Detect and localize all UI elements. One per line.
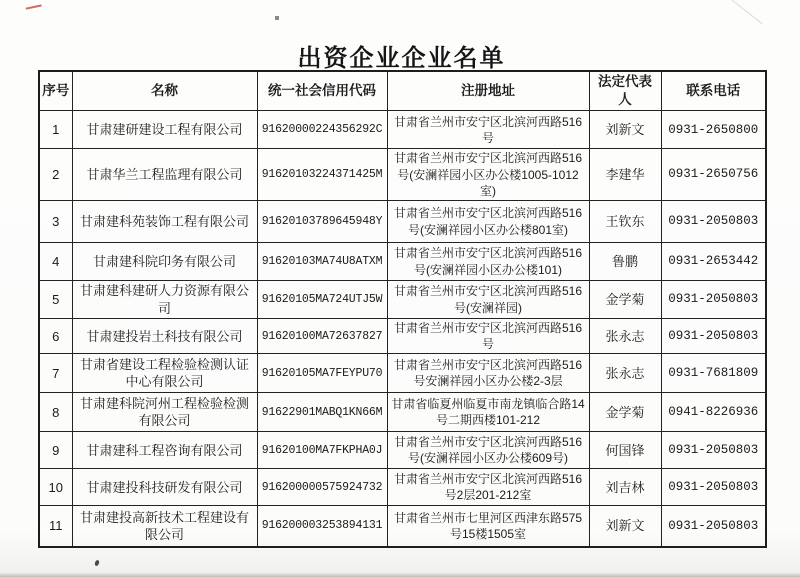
cell-no: 3 xyxy=(39,201,72,243)
table-row xyxy=(39,432,766,469)
cell-legal-rep: 王钦东 xyxy=(589,201,661,243)
cell-phone: 0931-2050803 xyxy=(661,201,766,243)
cell-legal-rep: 刘新文 xyxy=(589,111,661,149)
header-address: 注册地址 xyxy=(387,71,589,111)
companies-table xyxy=(38,70,767,548)
cell-address: 甘肃省兰州市七里河区西津东路575号15楼1505室 xyxy=(387,506,589,547)
cell-phone: 0931-2050803 xyxy=(661,319,766,354)
cell-code: 91620103224371425M xyxy=(257,149,387,201)
cell-legal-rep: 刘新文 xyxy=(589,506,661,547)
cell-code: 916200000575924732 xyxy=(257,469,387,506)
cell-phone: 0931-2050803 xyxy=(661,432,766,469)
cell-name: 甘肃建投科技研发有限公司 xyxy=(72,469,257,506)
cell-phone: 0931-2050803 xyxy=(661,281,766,319)
scan-edge-shadow xyxy=(0,573,800,577)
cell-code: 91622901MABQ1KN66M xyxy=(257,393,387,432)
cell-address: 甘肃省兰州市安宁区北滨河西路516号 xyxy=(387,319,589,354)
cell-name: 甘肃建投高新技术工程建设有限公司 xyxy=(72,506,257,547)
scan-crease xyxy=(707,0,763,24)
header-no: 序号 xyxy=(39,71,72,111)
header-phone: 联系电话 xyxy=(661,71,766,111)
table-row xyxy=(39,469,766,506)
table-row xyxy=(39,149,766,201)
table-row xyxy=(39,201,766,243)
cell-code: 91620000224356292C xyxy=(257,111,387,149)
cell-name: 甘肃建研建设工程有限公司 xyxy=(72,111,257,149)
cell-name: 甘肃建科建研人力资源有限公司 xyxy=(72,281,257,319)
cell-no: 2 xyxy=(39,149,72,201)
cell-name: 甘肃华兰工程监理有限公司 xyxy=(72,149,257,201)
cell-code: 91620105MA7FEYPU70 xyxy=(257,354,387,393)
cell-no: 7 xyxy=(39,354,72,393)
cell-legal-rep: 鲁鹏 xyxy=(589,243,661,281)
cell-legal-rep: 李建华 xyxy=(589,149,661,201)
cell-name: 甘肃建科工程咨询有限公司 xyxy=(72,432,257,469)
cell-code: 91620100MA72637827 xyxy=(257,319,387,354)
table-row xyxy=(39,281,766,319)
cell-code: 916200003253894131 xyxy=(257,506,387,547)
red-pen-mark xyxy=(26,4,43,12)
cell-address: 甘肃省兰州市安宁区北滨河西路516号(安澜祥园小区办公楼801室) xyxy=(387,201,589,243)
cell-phone: 0931-2653442 xyxy=(661,243,766,281)
table-row xyxy=(39,506,766,547)
cell-name: 甘肃建科苑装饰工程有限公司 xyxy=(72,201,257,243)
cell-code: 91620103MA74U8ATXM xyxy=(257,243,387,281)
cell-address: 甘肃省兰州市安宁区北滨河西路516号 xyxy=(387,111,589,149)
cell-name: 甘肃建科院印务有限公司 xyxy=(72,243,257,281)
cell-address: 甘肃省兰州市安宁区北滨河西路516号(安澜祥园) xyxy=(387,281,589,319)
cell-legal-rep: 张永志 xyxy=(589,319,661,354)
cell-name: 甘肃建科院河州工程检验检测有限公司 xyxy=(72,393,257,432)
cell-legal-rep: 金学菊 xyxy=(589,393,661,432)
header-code: 统一社会信用代码 xyxy=(257,71,387,111)
cell-address: 甘肃省临夏州临夏市南龙镇临合路14号二期西楼101-212 xyxy=(387,393,589,432)
cell-legal-rep: 刘吉林 xyxy=(589,469,661,506)
cell-address: 甘肃省兰州市安宁区北滨河西路516号安澜祥园小区办公楼2-3层 xyxy=(387,354,589,393)
scan-speck xyxy=(94,559,100,566)
table-row xyxy=(39,354,766,393)
cell-no: 6 xyxy=(39,319,72,354)
cell-phone: 0931-7681809 xyxy=(661,354,766,393)
cell-legal-rep: 金学菊 xyxy=(589,281,661,319)
cell-no: 1 xyxy=(39,111,72,149)
cell-code: 91620103789645948Y xyxy=(257,201,387,243)
cell-phone: 0931-2650756 xyxy=(661,149,766,201)
cell-no: 4 xyxy=(39,243,72,281)
table-header-row xyxy=(39,71,766,111)
cell-code: 91620105MA724UTJ5W xyxy=(257,281,387,319)
table-row xyxy=(39,111,766,149)
cell-name: 甘肃省建设工程检验检测认证中心有限公司 xyxy=(72,354,257,393)
cell-no: 5 xyxy=(39,281,72,319)
page-title: 出资企业企业名单 xyxy=(297,45,506,72)
cell-legal-rep: 何国锋 xyxy=(589,432,661,469)
cell-code: 91620100MA7FKPHA0J xyxy=(257,432,387,469)
table-row xyxy=(39,319,766,354)
cell-no: 8 xyxy=(39,393,72,432)
cell-phone: 0931-2050803 xyxy=(661,469,766,506)
cell-phone: 0941-8226936 xyxy=(661,393,766,432)
cell-legal-rep: 张永志 xyxy=(589,354,661,393)
table-row xyxy=(39,243,766,281)
cell-address: 甘肃省兰州市安宁区北滨河西路516号(安澜祥园小区办公楼1005-1012室) xyxy=(387,149,589,201)
cell-phone: 0931-2650800 xyxy=(661,111,766,149)
header-legal-rep: 法定代表人 xyxy=(589,71,661,111)
cell-no: 10 xyxy=(39,469,72,506)
table-row xyxy=(39,393,766,432)
cell-no: 9 xyxy=(39,432,72,469)
scan-speck xyxy=(275,16,279,20)
cell-address: 甘肃省兰州市安宁区北滨河西路516号2层201-212室 xyxy=(387,469,589,506)
cell-phone: 0931-2050803 xyxy=(661,506,766,547)
cell-no: 11 xyxy=(39,506,72,547)
cell-name: 甘肃建投岩土科技有限公司 xyxy=(72,319,257,354)
cell-address: 甘肃省兰州市安宁区北滨河西路516号(安澜祥园小区办公楼609号) xyxy=(387,432,589,469)
cell-address: 甘肃省兰州市安宁区北滨河西路516号(安澜祥园小区办公楼101) xyxy=(387,243,589,281)
header-name: 名称 xyxy=(72,71,257,111)
